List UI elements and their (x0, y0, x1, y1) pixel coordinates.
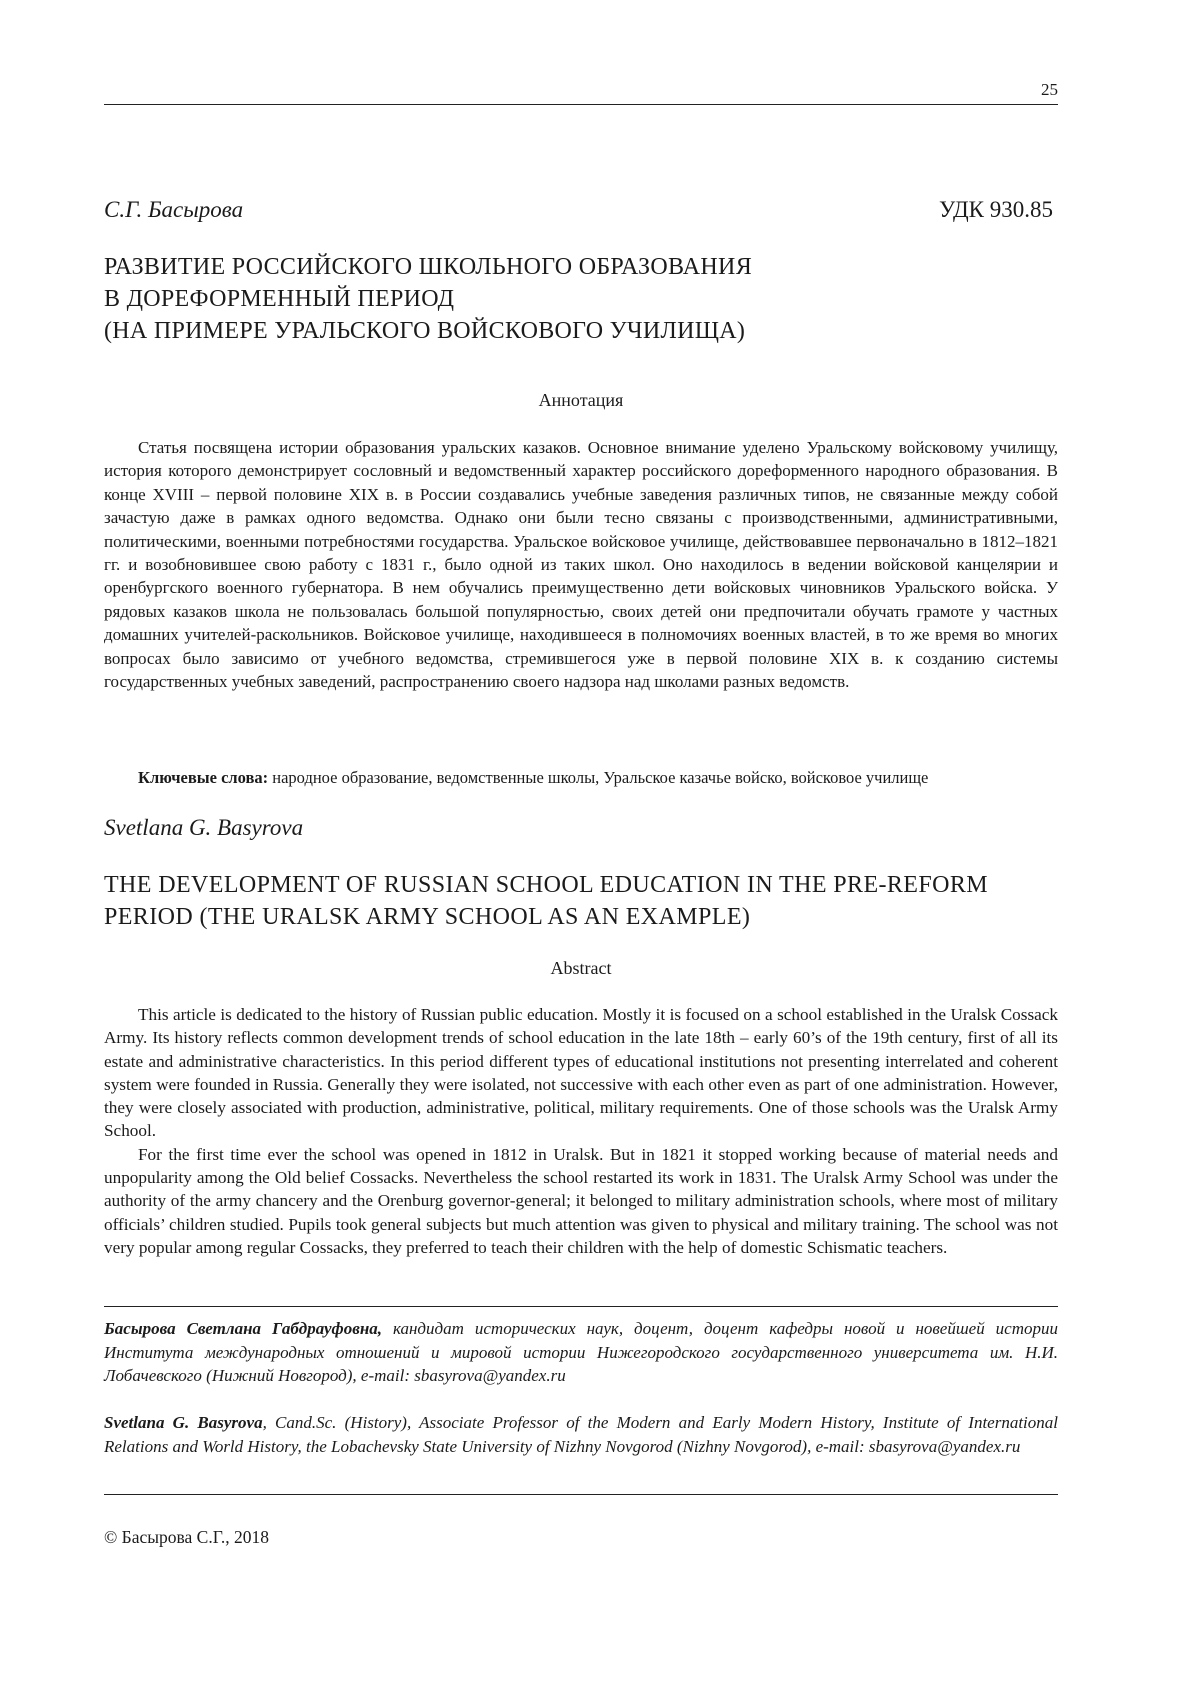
abstract-en-paragraph: This article is dedicated to the history of Russian public education. Mostly it is focused on a school established in the Uralsk Cossack Army. Its history reflects common development trends of school education in the late 18th – early 60’s of the 19th century, first of all its estate and administrative characteristics. In this period different types of educational institutions not presenting interrelated and coherent system were founded in Russia. Generally they were isolated, not successive with each other even as part of one administration. However, they were closely associated with production, administrative, political, military requirements. One of those schools was the Uralsk Army School. (104, 1005, 1058, 1141)
affiliation-en-name: Svetlana G. Basyrova (104, 1413, 263, 1432)
abstract-heading-ru: Аннотация (538, 390, 624, 410)
affiliation-top-rule (104, 1306, 1058, 1307)
title-ru-line: (НА ПРИМЕРЕ УРАЛЬСКОГО ВОЙСКОВОГО УЧИЛИЩА) (104, 318, 746, 344)
title-ru (104, 251, 1058, 347)
keywords-text: народное образование, ведомственные школы, Уральское казачье войско, войсковое училище (272, 768, 929, 787)
page-number: 25 (1041, 80, 1058, 99)
affiliation-en (104, 1411, 1058, 1458)
abstract-en (104, 1003, 1058, 1259)
affiliation-bottom-rule (104, 1494, 1058, 1495)
title-en-line: THE DEVELOPMENT OF RUSSIAN SCHOOL EDUCATION IN THE PRE-REFORM (104, 872, 988, 898)
keywords-ru (104, 766, 1058, 789)
abstract-en-paragraph: For the first time ever the school was opened in 1812 in Uralsk. But in 1821 it stopped working because of material needs and unpopularity among the Old belief Cossacks. Nevertheless the school restarted its work in 1831. The Uralsk Army School was under the authority of the army chancery and the Orenburg governor-general; it belonged to military administration schools, where most of military officials’ children studied. Pupils took general subjects but much attention was given to physical and military training. The school was not very popular among regular Cossacks, they preferred to teach their children with the help of domestic Schismatic teachers. (104, 1144, 1058, 1257)
abstract-ru: Статья посвящена истории образования уральских казаков. Основное внимание уделено Уральскому войсковому училищу, история которого демонстрирует сословный и ведомственный характер российского дореформенного народного образования. В конце XVIII – первой половине XIX в. в России создавались учебные заведения различных типов, не связанные между собой зачастую даже в рамках одного ведомства. Однако они были тесно связаны с производственными, административными, политическими, военными потребностями государства. Уральское войсковое училище, действовавшее первоначально в 1812–1821 гг. и возобновившее свою работу с 1831 г., было одной из таких школ. Оно находилось в ведении войсковой канцелярии и оренбургского военного губернатора. В нем обучались преимущественно дети войсковых чиновников Уральского войска. У рядовых казаков школа не пользовалась большой популярностью, своих детей они предпочитали обучать грамоте у частных домашних учителей-раскольников. Войсковое училище, находившееся в полномочиях военных властей, в то же время во многих вопросах было зависимо от учебного ведомства, стремившегося уже в первой половине XIX в. к созданию системы государственных учебных заведений, распространению своего надзора над школами разных ведомств. (104, 438, 1058, 692)
keywords-label: Ключевые слова: (138, 768, 269, 787)
title-en (104, 869, 1058, 933)
author-ru: С.Г. Басырова (104, 197, 244, 222)
title-ru-line: РАЗВИТИЕ РОССИЙСКОГО ШКОЛЬНОГО ОБРАЗОВАНИЯ (104, 254, 753, 280)
affiliation-ru-name: Басырова Светлана Габдрауфовна, (104, 1319, 383, 1338)
udk-code: УДК 930.85 (939, 197, 1053, 222)
title-en-line: PERIOD (THE URALSK ARMY SCHOOL AS AN EXAMPLE) (104, 904, 751, 930)
title-ru-line: В ДОРЕФОРМЕННЫЙ ПЕРИОД (104, 286, 455, 312)
copyright: © Басырова С.Г., 2018 (104, 1527, 270, 1547)
abstract-heading-en: Abstract (550, 958, 612, 978)
affiliation-en-text: , Cand.Sc. (History), Associate Professor of the Modern and Early Modern History, Institute of International Relations and World History, the Lobachevsky State University of Nizhny Novgorod (Nizhny Novgorod), e-mail: sbasyrova@yandex.ru (104, 1413, 1058, 1456)
header-rule (104, 104, 1058, 105)
author-en: Svetlana G. Basyrova (104, 815, 304, 840)
affiliation-ru (104, 1317, 1058, 1388)
affiliation-ru-text: кандидат исторических наук, доцент, доцент кафедры новой и новейшей истории Института международных отношений и мировой истории Нижегородского государственного университета им. Н.И. Лобачевского (Нижний Новгород), e-mail: sbasyrova@yandex.ru (104, 1319, 1059, 1385)
